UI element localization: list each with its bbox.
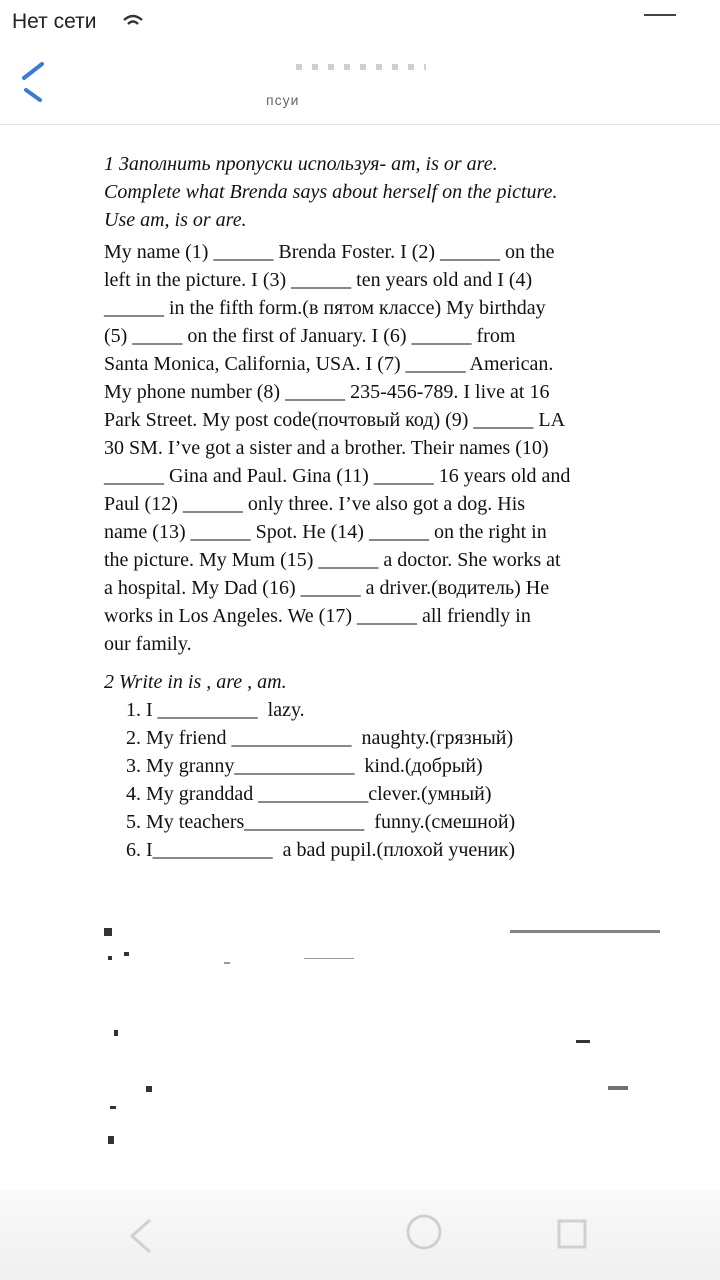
app-header	[0, 44, 720, 125]
nav-home-icon[interactable]	[404, 1212, 444, 1257]
task1-text-line: our family.	[104, 633, 192, 655]
task1-text-line: 30 SM. I’ve got a sister and a brother. Their names (10)	[104, 437, 549, 459]
system-nav-bar	[0, 1190, 720, 1280]
smudge-mark	[608, 1086, 628, 1090]
task2-title: 2 Write in is , are , am.	[104, 671, 287, 693]
smudge-mark	[114, 1030, 118, 1036]
task1-text-line: (5) _____ on the first of January. I (6) ______ from	[104, 325, 516, 347]
smudge-mark	[146, 1086, 152, 1092]
task1-text-line: a hospital. My Dad (16) ______ a driver.(водитель) He	[104, 577, 550, 599]
task1-text-line: Park Street. My post code(почтовый код) (9) ______ LA	[104, 409, 566, 431]
nav-back-icon[interactable]	[128, 1216, 154, 1261]
smudge-mark	[224, 962, 230, 964]
task1-title-line: 1 Заполнить пропуски используя- am, is or are.	[104, 153, 498, 175]
task2-item: 5. My teachers____________ funny.(смешной)	[126, 811, 516, 833]
task1-text-line: the picture. My Mum (15) ______ a doctor. She works at	[104, 549, 561, 571]
smudge-mark	[110, 1106, 116, 1109]
task2-item: 6. I____________ a bad pupil.(плохой ученик)	[126, 839, 516, 861]
task2-item: 1. I __________ lazy.	[126, 699, 305, 721]
smudge-mark	[576, 1040, 590, 1043]
task1-text-line: ______ in the fifth form.(в пятом классе) My birthday	[104, 297, 546, 319]
task1-text-line: ______ Gina and Paul. Gina (11) ______ 16 years old and	[104, 465, 571, 487]
task2-item: 2. My friend ____________ naughty.(грязный)	[126, 727, 514, 749]
task1-title-line: Complete what Brenda says about herself on the picture.	[104, 181, 558, 203]
back-arrow-icon[interactable]	[14, 60, 48, 109]
smudge-mark	[510, 930, 660, 933]
task1-title-line: Use am, is or are.	[104, 209, 247, 231]
task2	[104, 668, 664, 864]
task1-text-line: My phone number (8) ______ 235-456-789. I live at 16	[104, 381, 550, 403]
header-subtitle-blur	[296, 64, 426, 70]
task2-item: 3. My granny____________ kind.(добрый)	[126, 755, 483, 777]
worksheet	[104, 150, 664, 864]
nav-recent-icon[interactable]	[556, 1218, 588, 1255]
status-indicator	[644, 14, 676, 16]
task1-text-line: Santa Monica, California, USA. I (7) ______ American.	[104, 353, 554, 375]
task1-text-line: name (13) ______ Spot. He (14) ______ on the right in	[104, 521, 547, 543]
smudge-mark	[304, 958, 354, 959]
task1-title	[104, 150, 664, 234]
obscured-page-section	[94, 900, 674, 1200]
task1-text-line: My name (1) ______ Brenda Foster. I (2) ______ on the	[104, 241, 555, 263]
task1-text-line: works in Los Angeles. We (17) ______ all friendly in	[104, 605, 531, 627]
task2-item: 4. My granddad ___________clever.(умный)	[126, 783, 492, 805]
task1-text	[104, 238, 664, 658]
network-status: Нет сети	[12, 10, 97, 33]
wifi-icon	[122, 14, 144, 33]
smudge-mark	[108, 1136, 114, 1144]
status-bar	[0, 0, 720, 44]
task1-text-line: left in the picture. I (3) ______ ten years old and I (4)	[104, 269, 533, 291]
header-title: псуи	[266, 92, 300, 108]
task1-text-line: Paul (12) ______ only three. I’ve also got a dog. His	[104, 493, 526, 515]
smudge-mark	[104, 928, 112, 936]
smudge-mark	[108, 956, 112, 960]
task2-list	[126, 696, 664, 864]
smudge-mark	[124, 952, 129, 956]
